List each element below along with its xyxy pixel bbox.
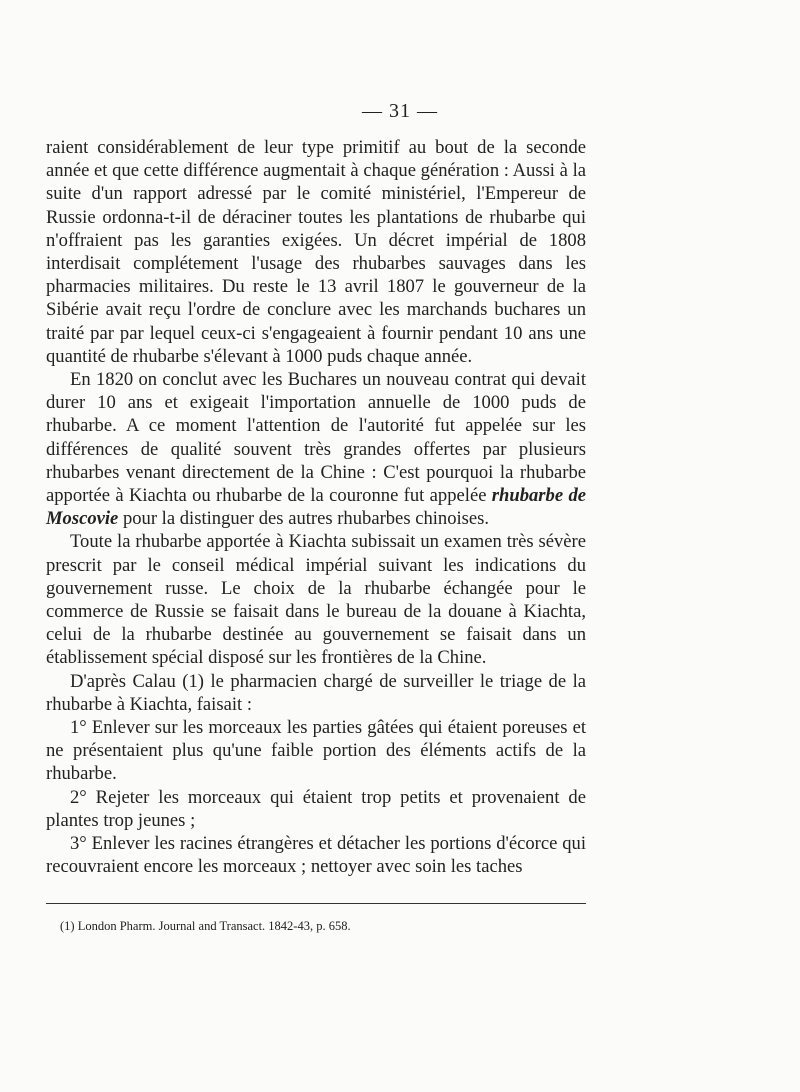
- paragraph-2-before: En 1820 on conclut avec les Buchares un nouveau contrat qui devait durer 10 ans et exigeait l'importation annuelle de 1000 puds de rhubarbe. A ce moment l'attention de l'autorité fut appelée sur les différences de qualité souvent très grandes offertes par plusieurs rhubarbes venant directement de la Chine : C'est pourquoi la rhubarbe apportée à Kiachta ou rhubarbe de la couronne fut appelée: [46, 369, 586, 507]
- body-text: [46, 136, 586, 879]
- paragraph-4: D'après Calau (1) le pharmacien chargé de surveiller le triage de la rhubarbe à Kiachta, faisait :: [46, 670, 586, 715]
- paragraph-7: 3° Enlever les racines étrangères et détacher les portions d'écorce qui recouvraient encore les morceaux ; nettoyer avec soin les taches: [46, 833, 586, 878]
- paragraph-2: [46, 368, 586, 530]
- paragraph-6: 2° Rejeter les morceaux qui étaient trop petits et provenaient de plantes trop jeunes ;: [46, 786, 586, 831]
- footnote-divider: [46, 903, 586, 904]
- paragraph-2-emphasis: rhubarbe de Moscovie: [46, 485, 586, 530]
- paragraph-1: raient considérablement de leur type primitif au bout de la seconde année et que cette différence augmentait à chaque génération : Aussi à la suite d'un rapport adressé par le comité ministériel, l'Empereur de Russie ordonna-t-il de déraciner toutes les plantations de rhubarbe qui n'offraient pas les garanties exigées. Un décret impérial de 1808 interdisait complétement l'usage des rhubarbes sauvages dans les pharmacies militaires. Du reste le 13 avril 1807 le gouverneur de la Sibérie avait reçu l'ordre de conclure avec les marchands buchares un traité par par lequel ceux-ci s'engageaient à fournir pendant 10 ans une quantité de rhubarbe s'élevant à 1000 puds chaque année.: [46, 137, 586, 367]
- paragraph-5: 1° Enlever sur les morceaux les parties gâtées qui étaient poreuses et ne présentaient plus qu'une faible portion des éléments actifs de la rhubarbe.: [46, 717, 586, 785]
- paragraph-3: Toute la rhubarbe apportée à Kiachta subissait un examen très sévère prescrit par le conseil médical impérial suivant les indications du gouvernement russe. Le choix de la rhubarbe échangée pour le commerce de Russie se faisait dans le bureau de la douane à Kiachta, celui de la rhubarbe destinée au gouvernement se faisait dans un établissement spécial disposé sur les frontières de la Chine.: [46, 531, 586, 669]
- footnote: (1) London Pharm. Journal and Transact. 1842-43, p. 658.: [60, 919, 351, 933]
- page-number: — 31 —: [362, 100, 438, 122]
- paragraph-2-after: pour la distinguer des autres rhubarbes chinoises.: [118, 508, 490, 530]
